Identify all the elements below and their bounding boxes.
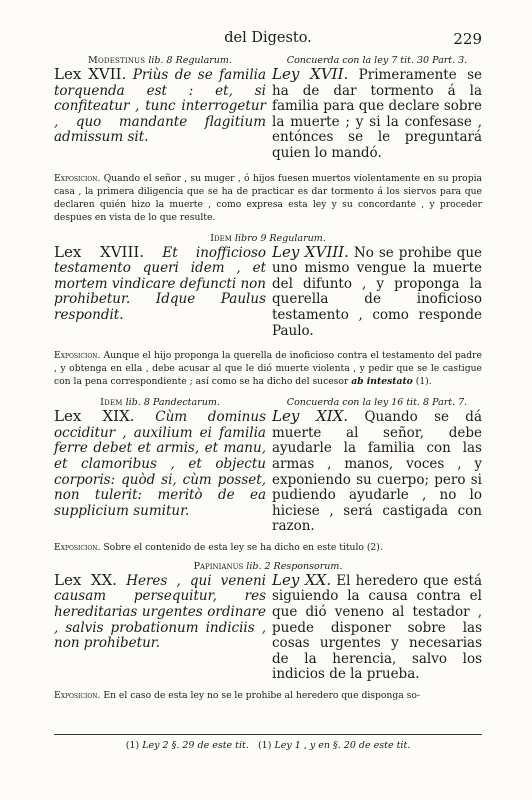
spanish-law-1 <box>272 67 482 162</box>
exposition-italic: ab intestato <box>351 376 413 388</box>
concordance-1: Concuerda con la ley 7 tit. 30 Part. 3. <box>286 55 468 66</box>
exposition-3 <box>54 541 482 554</box>
footnotes <box>54 740 482 751</box>
page-number: 229 <box>453 30 482 48</box>
ley-text: Primeramente se ha de dar tormento á la familia para que declare sobre la muerte ; y si la confesase , entónces se le preguntará quien lo mandó. <box>272 67 482 161</box>
exposition-text: En el caso de esta ley no se le prohibe al heredero que disponga so- <box>103 690 420 702</box>
law-row-3 <box>54 409 482 535</box>
footnote-rule <box>54 734 482 735</box>
spanish-law-4 <box>272 570 482 683</box>
ley-label: Ley XIX. <box>272 407 349 426</box>
exposition-text: Aunque el hijo proponga la querella de inoficioso contra el testamento del padre , y obtenga en ella , debe acusar al que le dió muerte violenta , y pedir que se le castigue con la pena correspondiente ; así como se ha dicho del sucesor <box>54 350 482 388</box>
source-author: Idem <box>100 397 123 409</box>
spanish-law-3 <box>272 409 482 535</box>
ley-label: Ley XX. <box>272 570 332 589</box>
concordance-3: Concuerda con la ley 16 tit. 8 Part. 7. <box>286 397 468 409</box>
lex-label: Lex XIX. <box>54 407 135 426</box>
exposition-4 <box>54 689 482 702</box>
running-head <box>54 30 482 50</box>
source-work: lib. 8 Pandectarum. <box>125 397 220 409</box>
spanish-law-2 <box>272 242 483 340</box>
latin-law-1 <box>54 67 266 162</box>
footnote-text: Ley 2 §. 29 de este tit. <box>142 740 249 751</box>
source-author: Modestinus <box>88 55 146 66</box>
lex-text: Cùm dominus occiditur , auxilium ei familia ferre debet et armis, et manu, et clamoribus , et objectu corporis: quòd si, cùm posset, non tulerit: meritò de ea supplicium sumitur. <box>54 409 267 519</box>
page-header-title: del Digesto. <box>224 30 312 46</box>
latin-law-3 <box>54 409 266 535</box>
lex-text: Et inofficioso testamento queri idem , et mortem vindicare defuncti non prohibetur. Idque Paulus respondit. <box>54 244 267 323</box>
lex-text: Heres , qui veneni causam persequitur, res hereditarias urgentes ordinare , salvis probationum indiciis , non prohibetur. <box>54 572 266 652</box>
footnote-text: Ley 1 , y en §. 20 de este tit. <box>274 740 411 751</box>
lex-label: Lex XVII. <box>54 65 127 83</box>
ley-label: Ley XVIII. <box>272 242 349 261</box>
exposition-1 <box>54 172 482 224</box>
ley-text: No se prohibe que uno mismo vengue la muerte del difunto , y proponga la querella de inoficioso testamento , como responde Paulo. <box>272 244 483 339</box>
lex-text: Priùs de se familia torquenda est : et, si confiteatur , tunc interrogetur , quo mandante flagitium admissum sit. <box>54 67 267 146</box>
exposition-label: Exposicion. <box>54 690 101 702</box>
source-work: lib. 8 Regularum. <box>148 55 232 66</box>
exposition-end: (1). <box>415 376 432 388</box>
source-work: lib. 2 Responsorum. <box>246 560 343 572</box>
lex-label: Lex XX. <box>54 570 118 589</box>
lex-label: Lex XVIII. <box>54 242 145 261</box>
law-row-1 <box>54 67 482 162</box>
ley-text: El heredero que está siguiendo la causa contra el que dió veneno al testador , puede disponer sobre las cosas urgentes y necesarias de la herencia, salvo los indicios de la prueba. <box>272 572 482 683</box>
law-row-4 <box>54 570 482 683</box>
source-author: Papinianus <box>193 560 244 572</box>
exposition-text: Quando el señor , su muger , ó hijos fuesen muertos violentamente en su propia casa , la primera diligencia que se ha de practicar es dar tormento á los siervos para que declaren quién hizo la muerte , como expresa esta ley y su concordante , y proceder despues en vista de lo que resulte. <box>54 172 482 223</box>
ley-label: Ley XVII. <box>272 65 349 83</box>
law-row-2 <box>54 242 483 340</box>
exposition-label: Exposicion. <box>54 541 101 553</box>
latin-law-2 <box>54 242 267 340</box>
exposition-text: Sobre el contenido de esta ley se ha dicho en este titulo (2). <box>103 541 383 553</box>
latin-law-4 <box>54 570 266 683</box>
source-work: libro 9 Regularum. <box>234 232 326 244</box>
footnote-number: (1) <box>125 740 140 751</box>
source-heading-4 <box>54 560 482 573</box>
exposition-label: Exposicion. <box>54 172 101 184</box>
exposition-2 <box>54 349 482 388</box>
exposition-label: Exposicion. <box>54 350 101 362</box>
footnote-number: (1) <box>257 740 272 751</box>
source-author: Idem <box>210 232 232 244</box>
ley-text: Quando se dá muerte al señor, debe ayudarle la familia con las armas , manos, voces , y exponiendo su cuerpo; pero si pudiendo ayudarle , no lo hiciese , será castigada con razon. <box>272 409 482 535</box>
